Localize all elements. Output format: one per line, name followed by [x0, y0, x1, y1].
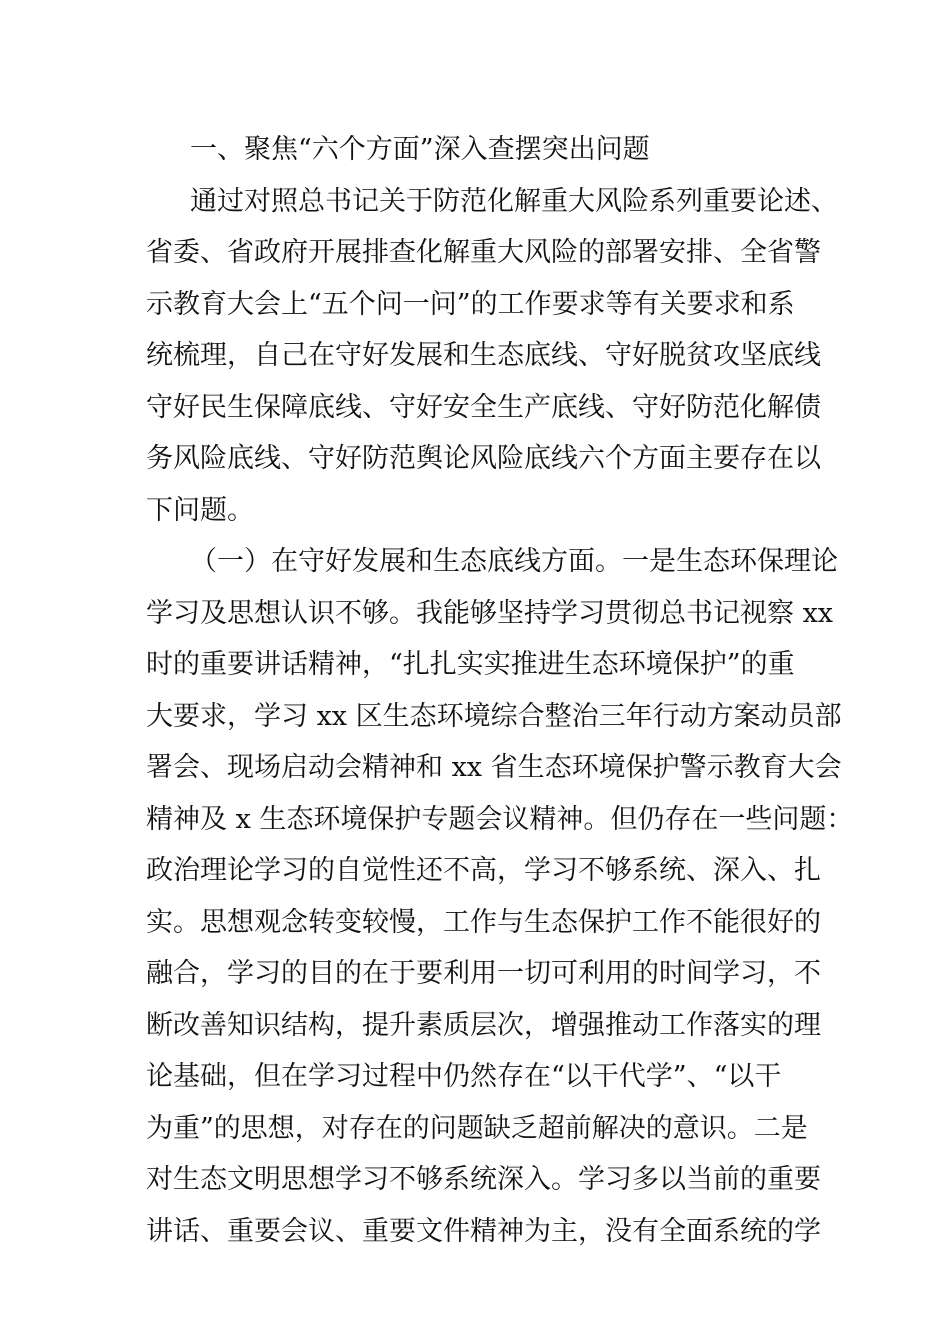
paragraph-line: 务风险底线、守好防范舆论风险底线六个方面主要存在以 [146, 443, 821, 474]
paragraph-line: 下问题。 [146, 494, 254, 526]
paragraph-line: 融合，学习的目的在于要利用一切可利用的时间学习，不 [146, 958, 821, 989]
paragraph-line: 省委、省政府开展排查化解重大风险的部署安排、全省警 [146, 237, 821, 268]
paragraph-line: 学习及思想认识不够。我能够坚持学习贯彻总书记视察 xx [146, 597, 834, 629]
paragraph-line: 统梳理，自己在守好发展和生态底线、守好脱贫攻坚底线 [146, 340, 821, 371]
paragraph-line: 守好民生保障底线、守好安全生产底线、守好防范化解债 [146, 391, 821, 423]
paragraph-line: 示教育大会上“五个问一问”的工作要求等有关要求和系 [146, 288, 795, 320]
paragraph-line: 政治理论学习的自觉性还不高，学习不够系统、深入、扎 [146, 855, 821, 886]
paragraph-line: 对生态文明思想学习不够系统深入。学习多以当前的重要 [146, 1164, 821, 1195]
paragraph-line: 署会、现场启动会精神和 xx 省生态环境保护警示教育大会 [146, 752, 842, 783]
paragraph-line: 大要求，学习 xx 区生态环境综合整治三年行动方案动员部 [146, 700, 842, 732]
paragraph-line: 精神及 x 生态环境保护专题会议精神。但仍存在一些问题： [146, 803, 854, 835]
subsection-line: （一）在守好发展和生态底线方面。一是生态环保理论 [190, 546, 838, 577]
paragraph-line: 通过对照总书记关于防范化解重大风险系列重要论述、 [190, 185, 838, 217]
document-body [146, 124, 854, 1257]
paragraph-line: 断改善知识结构，提升素质层次，增强推动工作落实的理 [146, 1009, 821, 1041]
section-heading: 一、聚焦“六个方面”深入查摆突出问题 [190, 134, 650, 165]
paragraph-line: 论基础，但在学习过程中仍然存在“以干代学”、“以干 [146, 1061, 782, 1092]
paragraph-line: 实。思想观念转变较慢，工作与生态保护工作不能很好的 [146, 906, 821, 938]
paragraph-line: 时的重要讲话精神，“扎扎实实推进生态环境保护”的重 [146, 649, 795, 680]
paragraph-line: 为重”的思想，对存在的问题缺乏超前解决的意识。二是 [146, 1112, 808, 1144]
paragraph-line: 讲话、重要会议、重要文件精神为主，没有全面系统的学 [146, 1215, 821, 1247]
